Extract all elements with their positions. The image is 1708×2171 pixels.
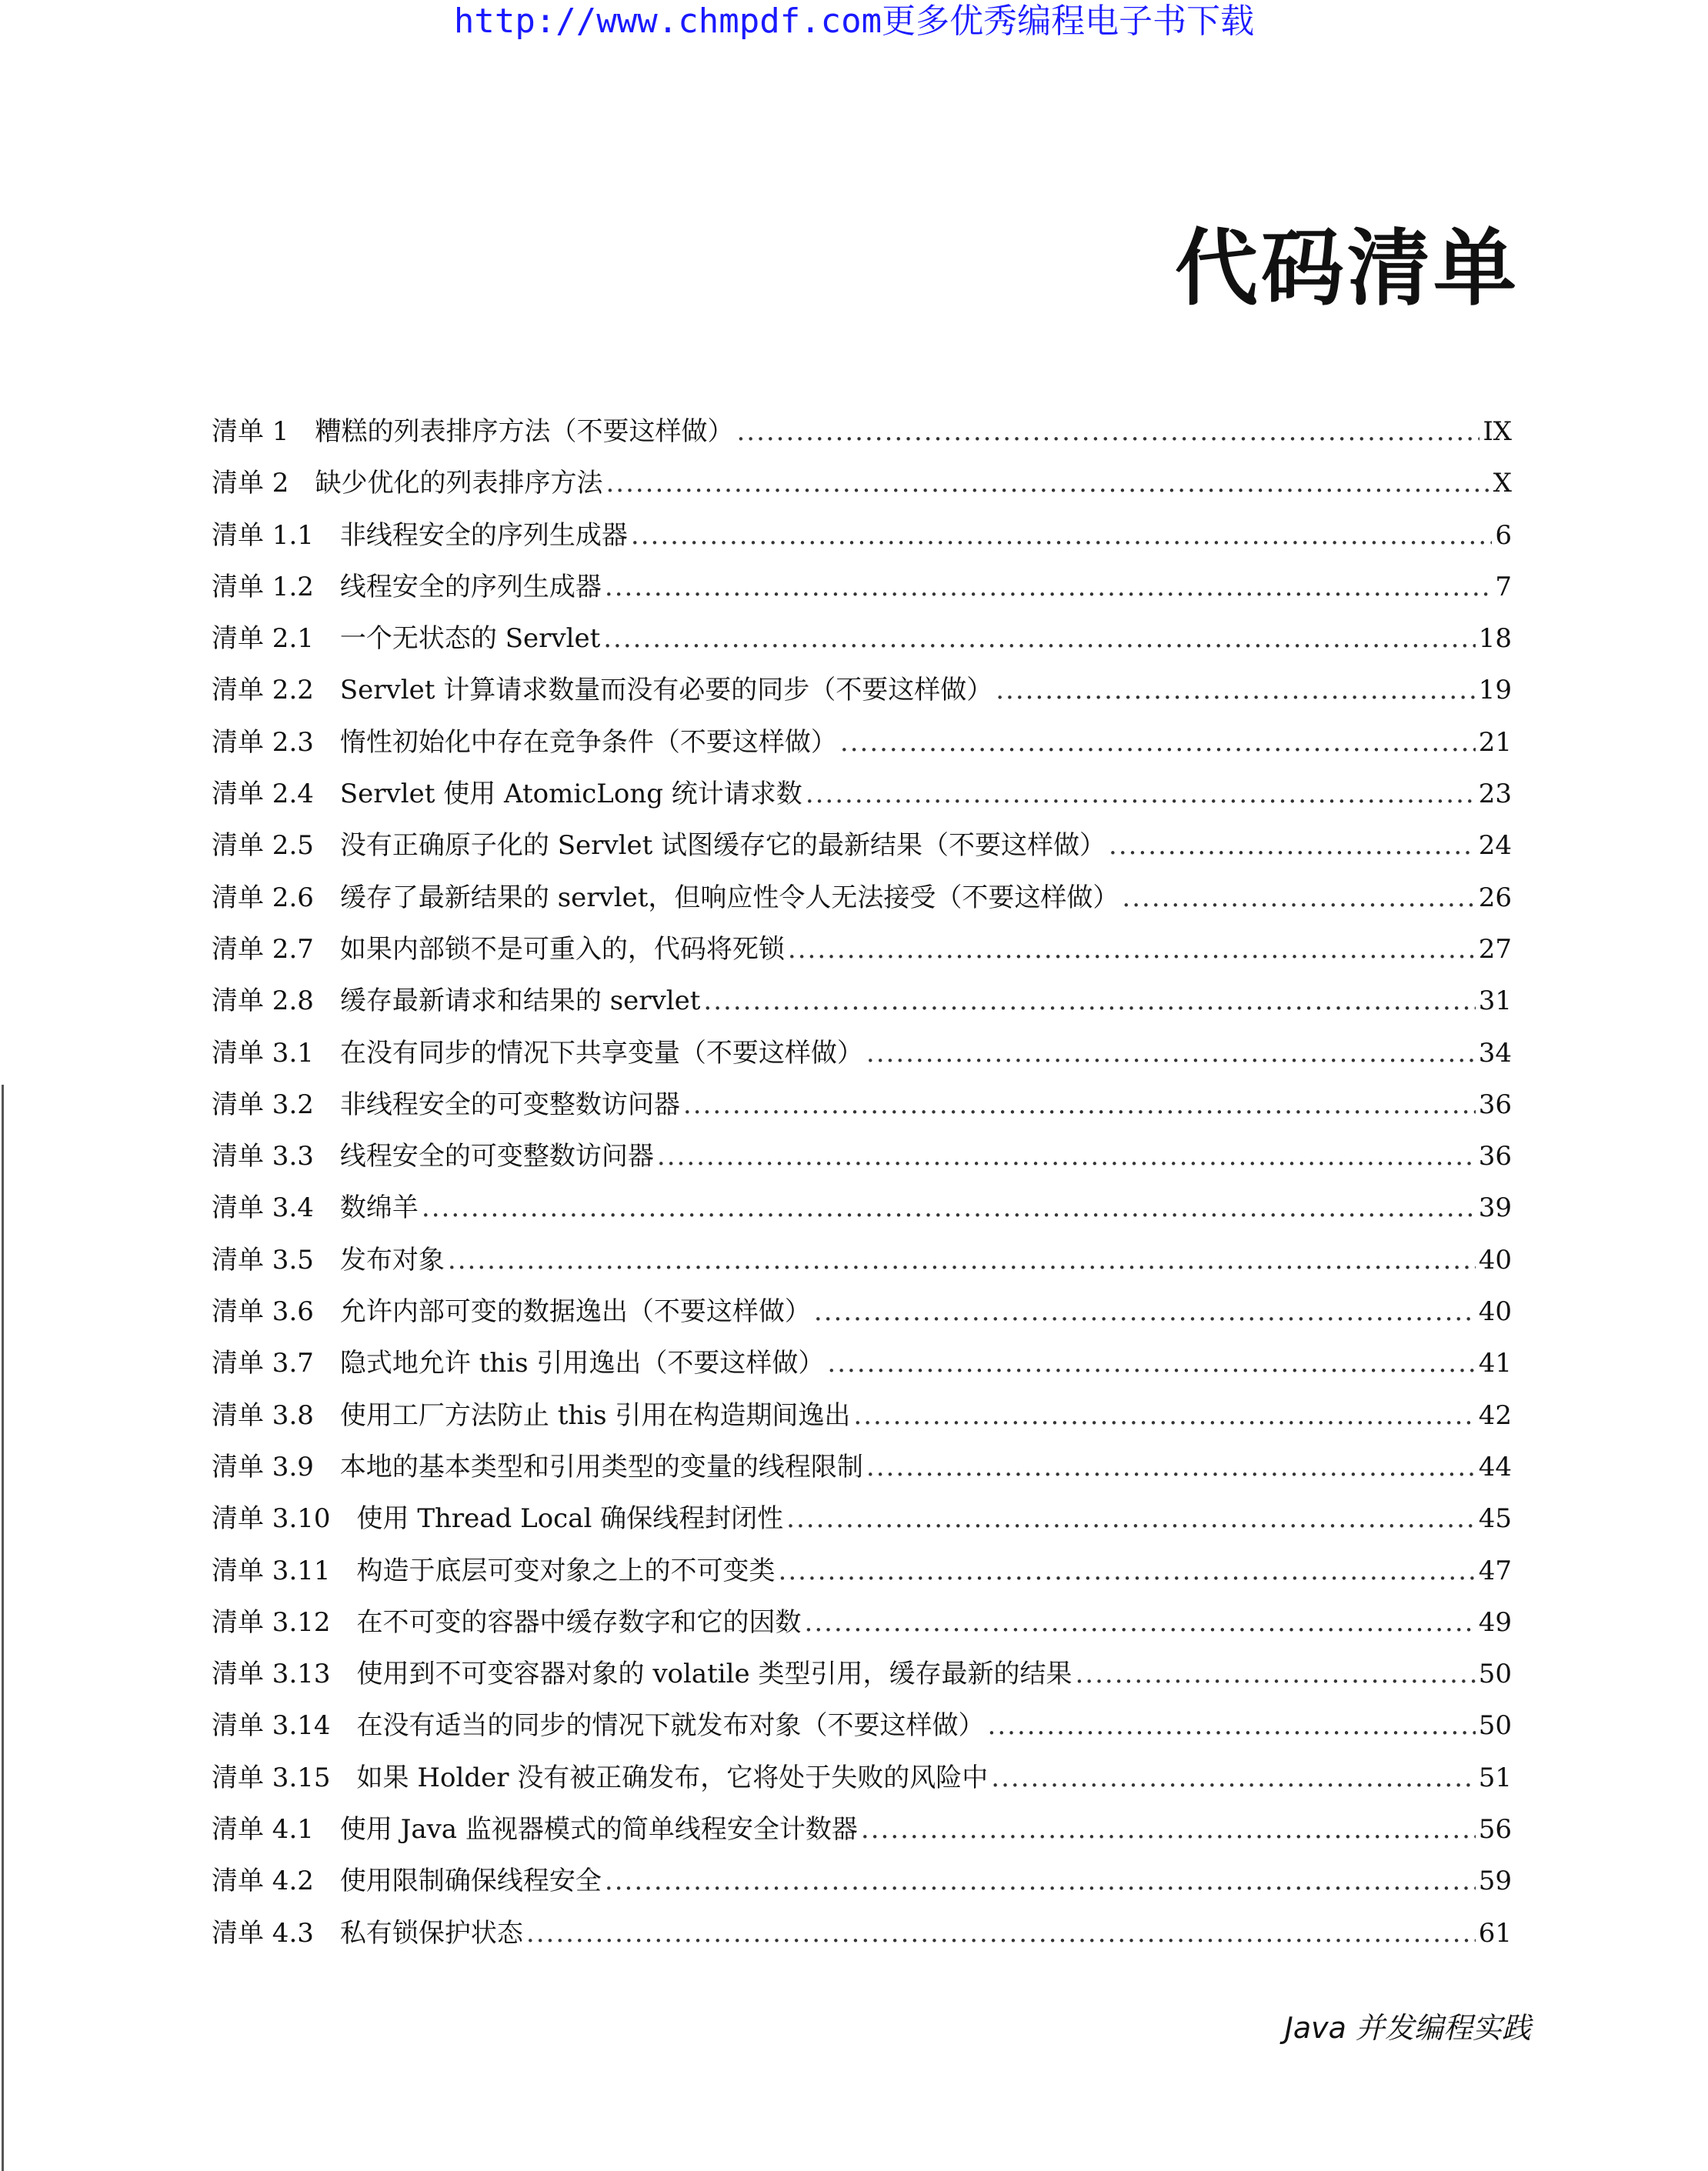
toc-entry[interactable] (212, 514, 1512, 565)
toc-dot-leader (703, 985, 1475, 1016)
toc-dot-leader (657, 1141, 1476, 1172)
toc-entry-number: 清单 3.4 (212, 1192, 314, 1224)
toc-entry[interactable] (212, 1032, 1512, 1083)
toc-entry-page: 47 (1478, 1555, 1512, 1586)
toc-entry-title: Servlet 使用 AtomicLong 统计请求数 (339, 779, 802, 810)
toc-entry[interactable] (212, 617, 1512, 669)
toc-entry[interactable] (212, 1239, 1512, 1290)
toc-entry-title: 构造于底层可变对象之上的不可变类 (356, 1555, 776, 1586)
page-title: 代码清单 (1174, 221, 1520, 317)
toc-entry-number: 清单 3.7 (212, 1348, 314, 1379)
toc-entry-title: 糟糕的列表排序方法（不要这样做） (315, 416, 734, 447)
toc-entry-page: 61 (1478, 1917, 1512, 1949)
toc-entry[interactable] (212, 1704, 1512, 1756)
toc-entry-number: 清单 3.11 (212, 1555, 331, 1586)
toc-entry-number: 清单 2.4 (212, 779, 314, 810)
toc-dot-leader (786, 1503, 1476, 1534)
toc-dot-leader (683, 1089, 1476, 1120)
toc-dot-leader (605, 572, 1492, 602)
toc-entry[interactable] (212, 565, 1512, 617)
toc-dot-leader (996, 675, 1476, 705)
toc-entry-page: 50 (1478, 1659, 1512, 1690)
header-link[interactable]: http://www.chmpdf.com更多优秀编程电子书下载 (453, 2, 1255, 41)
toc-dot-leader (988, 1710, 1476, 1741)
toc-entry-page: 27 (1478, 933, 1512, 965)
toc-entry-number: 清单 2.8 (212, 985, 314, 1017)
toc-entry-page: X (1493, 468, 1512, 499)
toc-entry-number: 清单 1.1 (212, 519, 314, 551)
toc-entry-page: 24 (1478, 830, 1512, 862)
toc-entry-title: 私有锁保护状态 (339, 1917, 523, 1949)
toc-dot-leader (631, 520, 1492, 551)
toc-entry[interactable] (212, 1446, 1512, 1497)
toc-entry-number: 清单 3.15 (212, 1762, 331, 1793)
toc-entry-title: 如果内部锁不是可重入的，代码将死锁 (339, 933, 785, 965)
toc-entry-number: 清单 4.3 (212, 1917, 314, 1949)
toc-entry[interactable] (212, 1083, 1512, 1135)
toc-entry-page: 36 (1478, 1141, 1512, 1172)
toc-entry-page: 39 (1478, 1192, 1512, 1224)
toc-entry-title: 使用 Java 监视器模式的简单线程安全计数器 (339, 1814, 858, 1846)
toc-dot-leader (840, 727, 1476, 758)
toc-entry[interactable] (212, 1135, 1512, 1186)
toc-entry-title: 缺少优化的列表排序方法 (315, 468, 603, 499)
toc-entry[interactable] (212, 824, 1512, 875)
toc-dot-leader (861, 1814, 1476, 1845)
toc-entry-page: 26 (1478, 882, 1512, 913)
toc-entry-number: 清单 1.2 (212, 571, 314, 602)
toc-entry-number: 清单 3.14 (212, 1710, 331, 1742)
toc-entry[interactable] (212, 876, 1512, 928)
toc-dot-leader (853, 1400, 1475, 1431)
toc-entry[interactable] (212, 928, 1512, 979)
toc-entry-page: 56 (1478, 1814, 1512, 1846)
toc-dot-leader (866, 1038, 1476, 1069)
toc-entry-title: 缓存了最新结果的 servlet，但响应性令人无法接受（不要这样做） (339, 882, 1119, 913)
toc-entry-title: 惰性初始化中存在竞争条件（不要这样做） (339, 726, 837, 758)
toc-entry-number: 清单 4.1 (212, 1814, 314, 1846)
toc-entry-title: 线程安全的序列生成器 (339, 571, 602, 602)
toc-dot-leader (736, 416, 1479, 447)
toc-entry-number: 清单 3.5 (212, 1244, 314, 1276)
toc-entry-title: 使用 Thread Local 确保线程封闭性 (356, 1503, 784, 1535)
toc-dot-leader (605, 468, 1489, 499)
toc-entry-page: 7 (1495, 571, 1512, 602)
toc-entry[interactable] (212, 1912, 1512, 1963)
toc-entry-number: 清单 3.1 (212, 1037, 314, 1069)
toc-dot-leader (805, 1607, 1476, 1638)
toc-entry[interactable] (212, 1549, 1512, 1601)
toc-entry[interactable] (212, 1808, 1512, 1859)
toc-entry-number: 清单 3.3 (212, 1141, 314, 1172)
toc-entry[interactable] (212, 1859, 1512, 1911)
toc-entry-page: 50 (1478, 1710, 1512, 1742)
toc-entry-number: 清单 2.1 (212, 623, 314, 655)
toc-entry[interactable] (212, 979, 1512, 1031)
toc-entry-number: 清单 3.9 (212, 1451, 314, 1482)
toc-entry-page: 40 (1478, 1244, 1512, 1276)
page-edge-rule (2, 1085, 4, 2171)
toc-dot-leader (448, 1245, 1476, 1276)
toc-entry-page: 34 (1478, 1037, 1512, 1069)
toc-dot-leader (788, 934, 1476, 965)
toc-entry-title: 非线程安全的序列生成器 (339, 519, 628, 551)
toc-entry-page: 23 (1478, 779, 1512, 810)
toc-dot-leader (991, 1762, 1475, 1793)
toc-dot-leader (814, 1296, 1476, 1327)
toc-entry-page: 49 (1478, 1606, 1512, 1638)
toc-entry-title: Servlet 计算请求数量而没有必要的同步（不要这样做） (339, 675, 993, 706)
toc-entry-page: 31 (1478, 985, 1512, 1017)
toc-entry-title: 在没有同步的情况下共享变量（不要这样做） (339, 1037, 863, 1069)
toc-entry-page: 42 (1478, 1399, 1512, 1431)
toc-entry[interactable] (212, 772, 1512, 824)
toc-entry[interactable] (212, 1342, 1512, 1393)
toc-dot-leader (605, 1866, 1476, 1896)
toc-entry-title: 缓存最新请求和结果的 servlet (339, 985, 701, 1017)
toc-entry-number: 清单 2.6 (212, 882, 314, 913)
toc-entry[interactable] (212, 410, 1512, 462)
toc-entry[interactable] (212, 669, 1512, 720)
toc-dot-leader (866, 1452, 1476, 1482)
toc-entry-page: 36 (1478, 1089, 1512, 1120)
toc-dot-leader (603, 623, 1476, 654)
toc-entry-number: 清单 3.10 (212, 1503, 331, 1535)
toc-dot-leader (526, 1918, 1476, 1949)
table-of-contents (212, 410, 1512, 1963)
toc-entry[interactable] (212, 1652, 1512, 1704)
toc-dot-leader (827, 1348, 1475, 1379)
toc-entry[interactable] (212, 462, 1512, 513)
toc-dot-leader (1075, 1659, 1475, 1689)
toc-entry[interactable] (212, 721, 1512, 772)
toc-entry-page: 19 (1478, 675, 1512, 706)
toc-entry[interactable] (212, 1497, 1512, 1549)
toc-entry-title: 线程安全的可变整数访问器 (339, 1141, 654, 1172)
toc-entry[interactable] (212, 1601, 1512, 1652)
toc-dot-leader (806, 779, 1476, 809)
toc-entry-title: 没有正确原子化的 Servlet 试图缓存它的最新结果（不要这样做） (339, 830, 1106, 862)
toc-entry-number: 清单 1 (212, 416, 289, 447)
toc-entry-number: 清单 2.2 (212, 675, 314, 706)
toc-entry-page: 51 (1478, 1762, 1512, 1793)
toc-dot-leader (1109, 830, 1476, 861)
toc-entry-page: 18 (1478, 623, 1512, 655)
toc-entry-number: 清单 4.2 (212, 1866, 314, 1897)
toc-entry-page: IX (1483, 416, 1512, 447)
toc-entry-title: 使用工厂方法防止 this 引用在构造期间逸出 (339, 1399, 851, 1431)
footer-book-title: Java 并发编程实践 (1284, 2011, 1531, 2045)
toc-dot-leader (1122, 882, 1475, 913)
toc-entry[interactable] (212, 1186, 1512, 1238)
toc-entry-title: 在没有适当的同步的情况下就发布对象（不要这样做） (356, 1710, 985, 1742)
toc-entry[interactable] (212, 1756, 1512, 1808)
toc-entry-number: 清单 3.12 (212, 1606, 331, 1638)
toc-entry-title: 在不可变的容器中缓存数字和它的因数 (356, 1606, 802, 1638)
toc-entry-title: 本地的基本类型和引用类型的变量的线程限制 (339, 1451, 863, 1482)
toc-entry-page: 45 (1478, 1503, 1512, 1535)
toc-entry-number: 清单 3.2 (212, 1089, 314, 1120)
toc-entry-number: 清单 2.5 (212, 830, 314, 862)
toc-entry-title: 如果 Holder 没有被正确发布，它将处于失败的风险中 (356, 1762, 989, 1793)
toc-entry-number: 清单 3.8 (212, 1399, 314, 1431)
toc-entry-page: 40 (1478, 1296, 1512, 1328)
toc-entry-number: 清单 2.7 (212, 933, 314, 965)
toc-entry-number: 清单 3.13 (212, 1659, 331, 1690)
toc-entry-number: 清单 2.3 (212, 726, 314, 758)
toc-entry-title: 隐式地允许 this 引用逸出（不要这样做） (339, 1348, 825, 1379)
toc-entry-title: 一个无状态的 Servlet (339, 623, 601, 655)
toc-dot-leader (422, 1192, 1476, 1223)
toc-entry[interactable] (212, 1394, 1512, 1446)
toc-entry-title: 发布对象 (339, 1244, 445, 1276)
toc-entry-title: 允许内部可变的数据逸出（不要这样做） (339, 1296, 811, 1328)
toc-entry-number: 清单 2 (212, 468, 289, 499)
toc-entry[interactable] (212, 1290, 1512, 1342)
toc-entry-title: 使用限制确保线程安全 (339, 1866, 602, 1897)
toc-dot-leader (779, 1556, 1476, 1586)
toc-entry-number: 清单 3.6 (212, 1296, 314, 1328)
toc-entry-page: 44 (1478, 1451, 1512, 1482)
toc-entry-title: 非线程安全的可变整数访问器 (339, 1089, 680, 1120)
toc-entry-page: 41 (1478, 1348, 1512, 1379)
toc-entry-title: 数绵羊 (339, 1192, 419, 1224)
toc-entry-page: 59 (1478, 1866, 1512, 1897)
toc-entry-page: 6 (1495, 519, 1512, 551)
toc-entry-title: 使用到不可变容器对象的 volatile 类型引用，缓存最新的结果 (356, 1659, 1073, 1690)
toc-entry-page: 21 (1478, 726, 1512, 758)
